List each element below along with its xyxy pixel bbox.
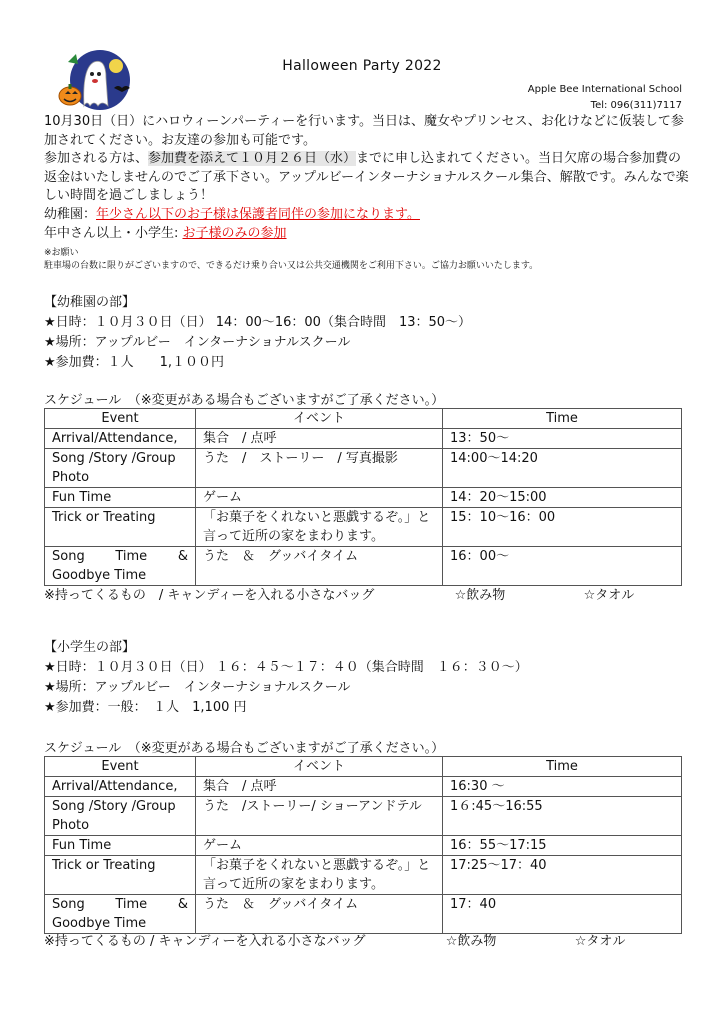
kinder-place: ★場所：アップルビー インターナショナルスクール [44,335,351,350]
page-title: Halloween Party 2022 [282,58,442,74]
intro-paragraph-2 [44,150,694,206]
header-ivent: イベント [196,757,443,777]
cell-time: 14:00〜14:20 [443,449,682,488]
elem-bring-list [44,930,625,949]
cell-event: Arrival/Attendance, [45,777,196,797]
intro-text [44,113,694,243]
school-info [528,82,682,114]
event-line-2: Goodbye Time [52,916,147,931]
elem-fee: ★参加費：一般： １人 1,100 円 [44,700,247,715]
cell-time: 13：50〜 [443,429,682,449]
cell-time: 16：55〜17:15 [443,836,682,856]
elem-date: ★日時：１０月３０日（日） １６：４５〜１７：４０（集合時間 １６：３０〜） [44,660,528,675]
bring-drink: ☆飲み物 [445,934,497,949]
cell-event: Fun Time [45,488,196,508]
event-word-amp: & [177,549,188,564]
cell-ivent: 「お菓子をくれないと悪戯するぞ。」と言って近所の家をまわります。 [196,856,443,895]
cell-ivent: 集合 / 点呼 [196,777,443,797]
event-word-amp: & [177,897,188,912]
intro-p2-b: までに申し込まれてください。当日欠席の場合参加費の返金はいたしませんのでご了承下さい。アップルビーインターナショナルスクール集合、解散です。みんなで楽しい時間を過ごしましょう！ [44,151,689,204]
elem-schedule-title: スケジュール （※変更がある場合もございますがご了承ください。） [44,741,445,756]
kinder-fee: ★参加費：１人 1,１００円 [44,355,225,370]
cell-event: Song /Story /Group Photo [45,449,196,488]
event-word-song: Song [52,549,85,564]
school-tel: Tel: 096(311)7117 [590,100,682,111]
cell-time: 16：00〜 [443,547,682,586]
elem-place: ★場所：アップルビー インターナショナルスクール [44,680,351,695]
header-ivent: イベント [196,409,443,429]
elem-label: 年中さん以上・小学生: [44,225,183,241]
table-row [45,429,682,449]
event-word-song: Song [52,897,85,912]
cell-event [45,547,196,586]
kinder-note-line [44,206,694,225]
cell-event: Arrival/Attendance, [45,429,196,449]
cell-event [45,895,196,934]
cell-ivent: 「お菓子をくれないと悪戯するぞ。」と言って近所の家をまわります。 [196,508,443,547]
cell-time: 16:30 〜 [443,777,682,797]
kinder-schedule-title: スケジュール （※変更がある場合もございますがご了承ください。） [44,393,445,408]
request-text: 駐車場の台数に限りがございますので、できるだけ乗り合い又は公共交通機関をご利用下さい。ご協力お願いいたします。 [44,261,539,271]
event-line-2: Goodbye Time [52,568,147,583]
kinder-bring-list [44,584,634,603]
table-header-row [45,757,682,777]
header-event: Event [45,409,196,429]
table-row [45,836,682,856]
kinder-heading: 【幼稚園の部】 [44,295,136,310]
event-word-time: Time [115,897,148,912]
kinder-date: ★日時：１０月３０日（日） 14：00〜16：00（集合時間 13：50〜） [44,315,472,330]
intro-paragraph-1: 10月30日（日）にハロウィーンパーティーを行います。当日は、魔女やプリンセス、お化けなどに仮装して参加されてください。お友達の参加も可能です。 [44,114,684,148]
cell-ivent: うた / ストーリー / 写真撮影 [196,449,443,488]
cell-time: 17:25〜17：40 [443,856,682,895]
cell-ivent: うた ＆ グッバイタイム [196,895,443,934]
event-word-time: Time [115,549,148,564]
table-header-row [45,409,682,429]
school-name: Apple Bee International School [527,84,682,95]
cell-time: 1６:45〜16:55 [443,797,682,836]
header-event: Event [45,757,196,777]
cell-ivent: うた ＆ グッバイタイム [196,547,443,586]
cell-ivent: うた /ストーリー/ ショーアンドテル [196,797,443,836]
kindergarten-section [44,293,694,373]
cell-time: 17：40 [443,895,682,934]
elem-heading: 【小学生の部】 [44,640,136,655]
table-row [45,777,682,797]
cell-ivent: ゲーム [196,488,443,508]
cell-ivent: 集合 / 点呼 [196,429,443,449]
kinder-label: 幼稚園： [44,206,97,222]
elementary-section [44,638,694,718]
table-row [45,449,682,488]
elem-schedule-table [44,756,682,934]
fee-deadline-highlight: 参加費を添えて１０月２６日（水） [148,151,357,167]
bring-towel: ☆タオル [583,588,635,603]
elem-note-line [44,225,694,244]
bring-label: ※持ってくるもの / キャンディーを入れる小さなバッグ [44,934,366,949]
request-label: ※お願い [44,248,79,258]
table-row [45,797,682,836]
table-row [45,856,682,895]
event-line-1 [52,895,188,914]
table-row [45,895,682,934]
cell-time: 14：20〜15:00 [443,488,682,508]
cell-event: Fun Time [45,836,196,856]
cell-event: Trick or Treating [45,508,196,547]
bring-towel: ☆タオル [574,934,626,949]
event-line-1 [52,547,188,566]
request-note [44,247,704,273]
cell-time: 15：10〜16：00 [443,508,682,547]
kinder-schedule-table [44,408,682,586]
table-row [45,547,682,586]
table-row [45,488,682,508]
bring-drink: ☆飲み物 [454,588,506,603]
cell-event: Song /Story /Group Photo [45,797,196,836]
bring-label: ※持ってくるもの / キャンディーを入れる小さなバッグ [44,588,375,603]
table-row [45,508,682,547]
cell-ivent: ゲーム [196,836,443,856]
kinder-note: 年少さん以下のお子様は保護者同伴の参加になります。 [96,206,420,222]
intro-p2-a: 参加される方は、 [44,151,149,167]
cell-event: Trick or Treating [45,856,196,895]
header-time: Time [443,757,682,777]
elem-note: お子様のみの参加 [182,225,287,241]
header-time: Time [443,409,682,429]
